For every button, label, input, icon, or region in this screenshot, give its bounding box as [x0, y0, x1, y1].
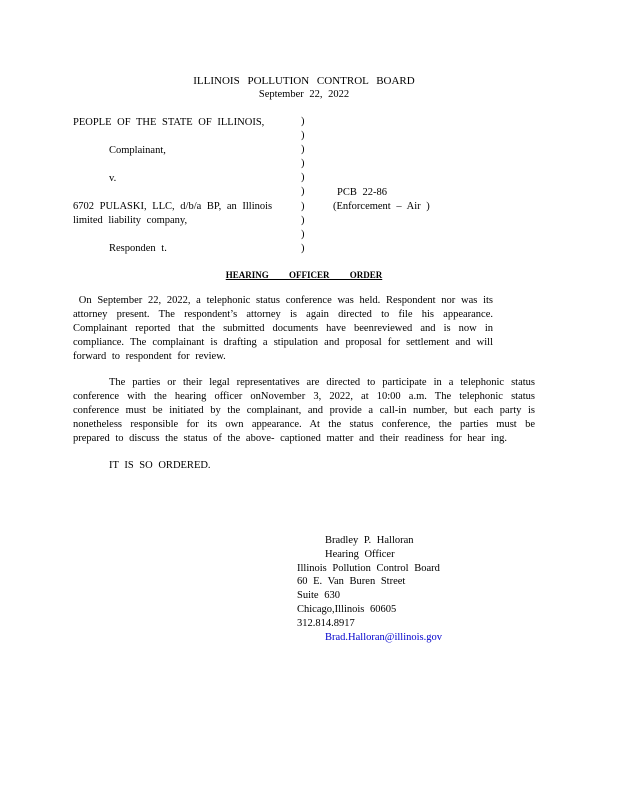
order-paragraph-1 — [73, 294, 493, 364]
signer-title: Hearing Officer — [325, 549, 395, 560]
plaintiff-name: PEOPLE OF THE STATE OF ILLINOIS, — [73, 117, 265, 128]
signer-city: Chicago,Illinois 60605 — [297, 604, 397, 615]
document-date: September 22, 2022 — [258, 89, 350, 100]
bracket-mark: ) — [301, 214, 305, 226]
bracket-mark: ) — [301, 186, 305, 198]
case-number: PCB 22-86 — [337, 187, 387, 198]
caption-bracket — [301, 115, 309, 256]
signer-name: Bradley P. Halloran — [325, 535, 414, 546]
defendant-name-line2: limited liability company, — [73, 215, 188, 226]
signer-suite: Suite 630 — [297, 590, 340, 601]
bracket-mark: ) — [301, 144, 305, 156]
paragraph-1-text: On September 22, 2022, a telephonic status conference was held. Respondent nor was its attorney present. The respondent’s attorney is again directed to file his appearance. Complainant reported that the submitted documents have beenreviewed and is now in compliance. The complainant is drafting a stipulation and proposal for settlement and will forward to respondent for review. — [73, 295, 494, 362]
case-type: (Enforcement – Air ) — [333, 201, 430, 212]
defendant-name-line1: 6702 PULASKI, LLC, d/b/a BP, an Illinois — [73, 201, 273, 212]
bracket-mark: ) — [301, 116, 305, 127]
bracket-mark: ) — [301, 242, 305, 254]
complainant-label: Complainant, — [109, 145, 166, 156]
signer-street: 60 E. Van Buren Street — [297, 576, 406, 587]
order-paragraph-2 — [73, 376, 535, 446]
bracket-mark: ) — [301, 228, 305, 240]
closing-statement: IT IS SO ORDERED. — [109, 460, 211, 471]
bracket-mark: ) — [301, 130, 305, 142]
signer-email-link[interactable]: Brad.Halloran@illinois.gov — [325, 632, 442, 643]
paragraph-2-text: The parties or their legal representatives are directed to participate in a telephonic status conference with the hearing officer onNovember 3, 2022, at 10:00 a.m. The telephonic status conference must be initiated by the complainant, and provide a call-in number, but each party is nonetheless responsible for its own appearance. At the status conference, the parties must be prepared to discuss the status of the above- captioned matter and their readiness for hear ing. — [73, 377, 535, 444]
bracket-mark: ) — [301, 200, 305, 212]
bracket-mark: ) — [301, 158, 305, 170]
signer-org: Illinois Pollution Control Board — [297, 563, 440, 574]
versus-label: v. — [109, 173, 117, 184]
order-heading: HEARING OFFICER ORDER — [225, 270, 383, 280]
agency-title: ILLINOIS POLLUTION CONTROL BOARD — [193, 75, 415, 87]
respondent-label: Responden t. — [109, 243, 167, 254]
bracket-mark: ) — [301, 172, 305, 184]
signer-phone: 312.814.8917 — [297, 618, 355, 629]
